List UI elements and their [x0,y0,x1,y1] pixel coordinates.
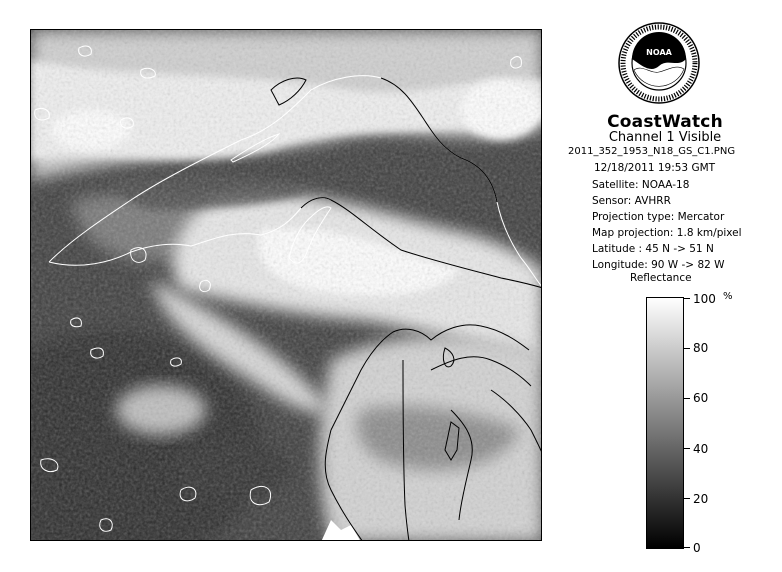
satellite-image [30,29,542,541]
sensor-label: Sensor: AVHRR [592,195,671,207]
app-title: CoastWatch [607,112,723,132]
satellite-image-canvas [31,30,542,541]
colorbar-unit: % [723,291,733,302]
colorbar-tick [684,498,690,499]
colorbar-tick [684,348,690,349]
colorbar-tick-label: 100 [693,292,716,306]
colorbar-tick-label: 40 [693,442,709,456]
latitude-label: Latitude : 45 N -> 51 N [592,243,714,255]
colorbar-tick [684,398,690,399]
colorbar-tick [684,448,690,449]
colorbar-tick-label: 80 [693,341,709,355]
noaa-logo-text: NOAA [646,48,672,57]
map-projection-label: Map projection: 1.8 km/pixel [592,227,742,239]
satellite-label: Satellite: NOAA-18 [592,179,690,191]
colorbar-tick [684,547,690,548]
colorbar-tick [684,298,690,299]
noaa-logo [618,22,700,104]
colorbar-tick-label: 60 [693,391,709,405]
noaa-emblem-icon [618,22,700,104]
date-time: 12/18/2011 19:53 GMT [594,162,716,174]
colorbar [646,297,684,549]
channel-label: Channel 1 Visible [608,130,722,145]
colorbar-title: Reflectance [630,272,692,284]
longitude-label: Longitude: 90 W -> 82 W [592,259,725,271]
filename-label: 2011_352_1953_N18_GS_C1.PNG [568,146,736,157]
projection-type-label: Projection type: Mercator [592,211,725,223]
colorbar-tick-label: 20 [693,492,709,506]
colorbar-tick-label: 0 [693,541,701,555]
